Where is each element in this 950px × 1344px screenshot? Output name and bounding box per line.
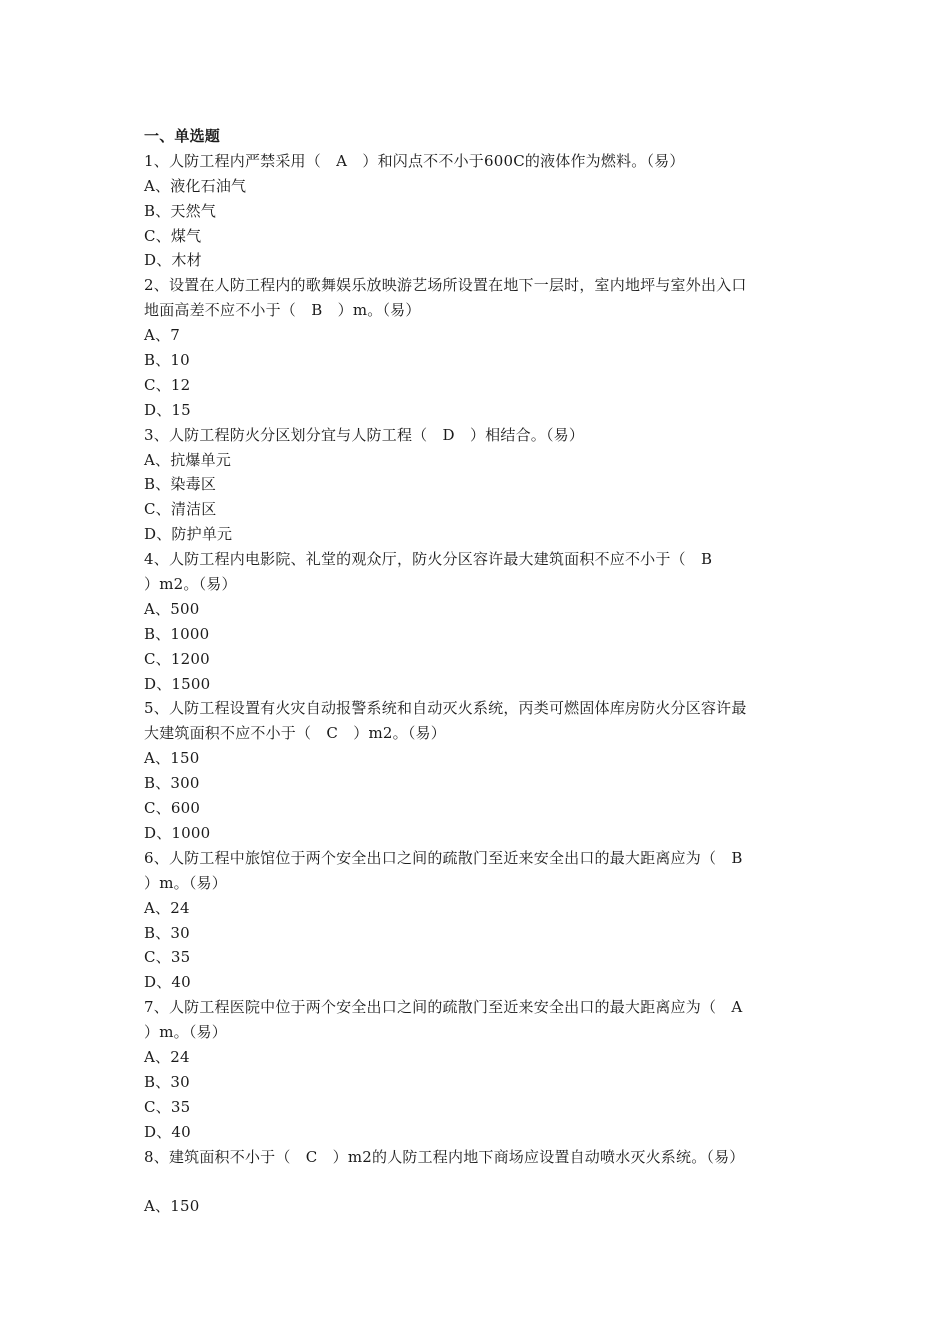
option-c: C、600: [144, 799, 201, 818]
option-c: C、煤气: [144, 226, 202, 245]
blank-line: [144, 1169, 814, 1194]
question-text-cont: ）m2。（易）: [144, 575, 237, 594]
document-page: [144, 124, 814, 1219]
option-d: D、木材: [144, 251, 202, 270]
question-text: 8、建筑面积不小于（ C ）m2的人防工程内地下商场应设置自动喷水灭火系统。（易）: [144, 1147, 745, 1166]
question-text-cont: 大建筑面积不应不小于（ C ）m2。（易）: [144, 724, 446, 743]
option-d: D、40: [144, 1122, 191, 1141]
question-text: 6、人防工程中旅馆位于两个安全出口之间的疏散门至近来安全出口的最大距离应为（ B: [144, 848, 743, 867]
option-a: A、7: [144, 326, 180, 345]
question-text: 3、人防工程防火分区划分宜与人防工程（ D ）相结合。（易）: [144, 425, 585, 444]
question-5: [144, 696, 814, 845]
question-text: 5、人防工程设置有火灾自动报警系统和自动灭火系统，丙类可燃固体库房防火分区容许最: [144, 699, 747, 718]
option-b: B、10: [144, 351, 190, 370]
option-b: B、染毒区: [144, 475, 217, 494]
option-a: A、500: [144, 599, 200, 618]
option-a: A、液化石油气: [144, 176, 247, 195]
option-b: B、300: [144, 774, 200, 793]
question-text: 1、人防工程内严禁采用（ A ）和闪点不不小于600C的液体作为燃料。（易）: [144, 151, 685, 170]
question-8: [144, 1145, 814, 1220]
option-b: B、30: [144, 1072, 190, 1091]
option-a: A、150: [144, 749, 200, 768]
question-text: 4、人防工程内电影院、礼堂的观众厅，防火分区容许最大建筑面积不应不小于（ B: [144, 550, 713, 569]
question-text-cont: 地面高差不应不小于（ B ）m。（易）: [144, 301, 421, 320]
question-text-cont: ）m。（易）: [144, 1023, 227, 1042]
question-text: 2、设置在人防工程内的歌舞娱乐放映游艺场所设置在地下一层时，室内地坪与室外出入口: [144, 276, 747, 295]
option-a: A、抗爆单元: [144, 450, 232, 469]
question-text: 7、人防工程医院中位于两个安全出口之间的疏散门至近来安全出口的最大距离应为（ A: [144, 998, 743, 1017]
question-6: [144, 846, 814, 995]
option-d: D、1000: [144, 823, 211, 842]
option-c: C、清洁区: [144, 500, 217, 519]
question-4: [144, 547, 814, 696]
question-1: [144, 149, 814, 273]
option-b: B、1000: [144, 624, 210, 643]
option-d: D、1500: [144, 674, 211, 693]
option-d: D、40: [144, 973, 191, 992]
option-c: C、12: [144, 375, 191, 394]
option-d: D、15: [144, 400, 191, 419]
option-a: A、150: [144, 1197, 200, 1216]
question-3: [144, 423, 814, 547]
option-a: A、24: [144, 1047, 190, 1066]
option-c: C、35: [144, 948, 191, 967]
option-c: C、35: [144, 1097, 191, 1116]
question-7: [144, 995, 814, 1144]
option-a: A、24: [144, 898, 190, 917]
question-text-cont: ）m。（易）: [144, 873, 227, 892]
section-title: 一、单选题: [144, 127, 221, 145]
option-b: B、30: [144, 923, 190, 942]
option-b: B、天然气: [144, 201, 217, 220]
option-c: C、1200: [144, 649, 210, 668]
question-2: [144, 273, 814, 422]
option-d: D、防护单元: [144, 525, 233, 544]
